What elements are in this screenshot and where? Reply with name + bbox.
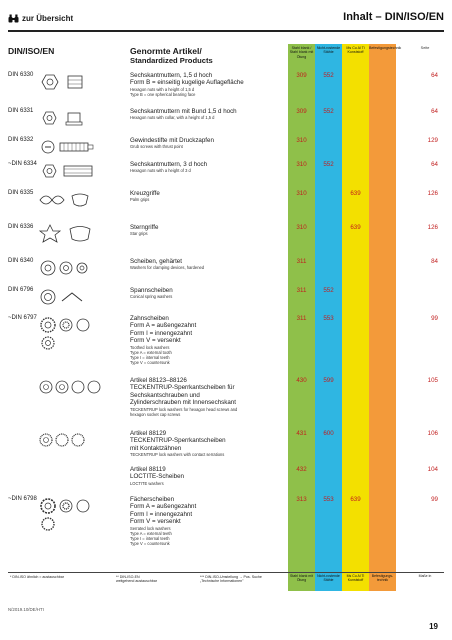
row-desc-en: Type I = internal teeth (130, 354, 170, 360)
row-standard: DIN 6335 (8, 190, 34, 196)
row-description (130, 161, 286, 173)
legend-steel: Stahl blank mit Ölung (288, 573, 315, 591)
row-standard: ~DIN 6334 (8, 161, 37, 167)
row-page-ref[interactable]: 600 (323, 430, 334, 437)
row-page-link[interactable]: 126 (427, 224, 438, 231)
row-page-ref[interactable]: 552 (323, 108, 334, 115)
row-standard: DIN 6331 (8, 108, 34, 114)
binoculars-icon (8, 14, 19, 23)
row-desc-en: Type A = external tooth (130, 349, 172, 355)
row-page-ref[interactable]: 639 (350, 224, 361, 231)
row-desc-de: Kreuzgriffe (130, 190, 160, 197)
row-desc-de: mit Kontaktzähnen (130, 444, 182, 452)
row-page-ref[interactable]: 432 (296, 466, 307, 473)
row-description (130, 496, 286, 546)
row-page-ref[interactable]: 552 (323, 72, 334, 79)
row-desc-de: TECKENTRUP-Sperrkantscheiben für (130, 384, 235, 392)
row-desc-de: Form V = versenkt (130, 518, 181, 526)
washer-icon (36, 258, 116, 278)
row-desc-en: Hexagon nuts with collar, with a height of 1,5 d (130, 115, 215, 121)
legend-nonferrous: Ms Cu Al Ti Kunststoff (342, 573, 369, 591)
row-desc-en: Type V = countersunk (130, 359, 170, 365)
row-page-ref[interactable]: 431 (296, 430, 307, 437)
nut-icon (36, 72, 116, 92)
row-description (130, 108, 286, 120)
row-desc-en: Type I = internal teeth (130, 535, 170, 541)
stargrip-icon (36, 224, 116, 244)
row-page-link[interactable]: 99 (431, 496, 438, 503)
row-desc-de: Sterngriffe (130, 224, 159, 231)
row-description (130, 430, 286, 457)
row-page-link[interactable]: 104 (427, 466, 438, 473)
row-desc-en: Toothed lock washers (130, 344, 170, 350)
top-bar (8, 8, 444, 32)
row-page-ref[interactable]: 553 (323, 496, 334, 503)
row-desc-de: Artikel 88119 (130, 466, 166, 473)
page-number: 19 (429, 622, 438, 631)
row-description (130, 377, 286, 417)
row-page-ref[interactable]: 309 (296, 108, 307, 115)
row-page-link[interactable]: 99 (431, 315, 438, 322)
row-page-ref[interactable]: 430 (296, 377, 307, 384)
column-header-stainless: Nicht-rostende Stähle (316, 46, 341, 55)
section-heading (8, 46, 288, 70)
row-page-ref[interactable]: 553 (323, 315, 334, 322)
row-desc-en: Conical spring washers (130, 294, 173, 300)
longnut-icon (36, 161, 116, 181)
row-page-ref[interactable]: 309 (296, 72, 307, 79)
row-desc-de: Sechskantschrauben und (130, 391, 200, 399)
row-desc-de: Form A = außengezahnt (130, 322, 197, 330)
column-fastening-band (369, 44, 402, 572)
row-description (130, 466, 286, 486)
row-desc-de: TECKENTRUP-Sperrkantscheiben (130, 437, 226, 445)
row-standard: DIN 6796 (8, 287, 34, 293)
crossgrip-icon (36, 190, 116, 210)
row-desc-de: Form V = versenkt (130, 337, 181, 345)
back-link-label: zur Übersicht (22, 14, 74, 23)
page-title: Inhalt – DIN/ISO/EN (343, 11, 444, 23)
row-desc-de: Zylinderschrauben mit Innensechskant (130, 399, 236, 407)
row-page-ref[interactable]: 552 (323, 287, 334, 294)
row-description (130, 258, 286, 270)
row-page-ref[interactable]: 311 (296, 287, 307, 294)
column-nonferrous-band (342, 44, 369, 572)
row-standard: DIN 6340 (8, 258, 34, 264)
row-desc-de: Scheiben, gehärtet (130, 258, 182, 265)
row-desc-en: Grub screws with thrust point (130, 144, 183, 150)
screw-icon (36, 137, 116, 157)
row-standard: ~DIN 6797 (8, 315, 37, 321)
row-description (130, 315, 286, 365)
row-desc-en: Type A = external teeth (130, 530, 172, 536)
row-page-ref[interactable]: 310 (296, 224, 307, 231)
section-title (130, 46, 213, 66)
column-steel-band (288, 44, 315, 572)
row-desc-en: Washers for clamping devices, hardened (130, 265, 205, 271)
row-page-link[interactable]: 84 (431, 258, 438, 265)
column-header-page: Seite (420, 46, 430, 50)
document-code: N/2019.10/DE/HTI (8, 607, 44, 612)
row-page-ref[interactable]: 599 (323, 377, 334, 384)
row-page-ref[interactable]: 639 (350, 496, 361, 503)
column-header-steel: Stahl blank / Stahl blank mit Ölung (289, 46, 314, 59)
footnote-1: * DIN-ISO ähnlich ≈ austauschbar (10, 575, 64, 579)
row-page-ref[interactable]: 313 (296, 496, 307, 503)
row-page-link[interactable]: 105 (427, 377, 438, 384)
lockwasher-icon (36, 377, 116, 397)
row-desc-en: hexagon socket cap screws (130, 411, 181, 417)
row-page-ref[interactable]: 310 (296, 161, 307, 168)
row-page-ref[interactable]: 311 (296, 258, 307, 265)
row-standard: DIN 6330 (8, 72, 34, 78)
row-page-ref[interactable]: 552 (323, 161, 334, 168)
row-page-link[interactable]: 64 (431, 161, 438, 168)
row-desc-de: Zahnscheiben (130, 315, 169, 322)
row-desc-de: Form B = einseitig kugelige Auflagefläche (130, 79, 244, 87)
column-header-fastening: Befestigungstechnik (369, 46, 402, 50)
fanwasher-icon (36, 496, 116, 532)
springwasher-icon (36, 287, 116, 307)
row-desc-de: LOCTITE-Scheiben (130, 473, 184, 481)
row-desc-en: TECKENTRUP lock washers with contact serrations (130, 452, 225, 458)
row-page-link[interactable]: 129 (427, 137, 438, 144)
collarnut-icon (36, 108, 116, 128)
section-title-en: Standardized Products (130, 56, 213, 65)
row-desc-de: Form I = innengezahnt (130, 329, 193, 337)
row-description (130, 287, 286, 299)
legend-fastening: Befestigungs-technik (369, 573, 396, 591)
back-to-overview-link[interactable] (8, 14, 73, 23)
row-description (130, 224, 286, 236)
row-desc-de: Gewindestifte mit Druckzapfen (130, 137, 214, 144)
row-desc-en: Hexagon nuts with a height of 3 d (130, 168, 191, 174)
row-desc-en: Hexagon nuts with a height of 1,5 d (130, 86, 195, 92)
footnote-3: *** DIN-ISO-Umstellung → Pos. Suche „Technische Informationen" (200, 575, 262, 584)
row-desc-de: Sechskantmuttern, 1,5 d hoch (130, 72, 213, 79)
row-standard: ~DIN 6798 (8, 496, 37, 502)
footnote-2: ** DIN-ISO-EN weitgehend austauschbar (116, 575, 157, 584)
toothwasher-icon (36, 315, 116, 351)
row-desc-en: Star grips (130, 231, 148, 237)
row-desc-de: Fächerscheiben (130, 496, 175, 503)
legend-stainless: Nicht-rostende Stähle (315, 573, 342, 591)
row-page-link[interactable]: 106 (427, 430, 438, 437)
column-stainless-band (315, 44, 342, 572)
row-desc-de: Form A = außengezahnt (130, 503, 197, 511)
row-desc-en: TECKENTRUP lock washers for hexagon head screws and (130, 406, 238, 412)
row-desc-en: Type B = one spherical bearing face (130, 91, 196, 97)
section-standard-label: DIN/ISO/EN (8, 46, 55, 56)
row-desc-en: Type V = countersunk (130, 540, 170, 546)
row-page-ref[interactable]: 310 (296, 137, 307, 144)
row-description (130, 72, 286, 97)
column-header-nonferrous: Ms Cu Al Ti Kunststoff (346, 46, 365, 55)
row-page-ref[interactable]: 639 (350, 190, 361, 197)
row-desc-en: Palm grips (130, 197, 150, 203)
row-standard: DIN 6332 (8, 137, 34, 143)
row-desc-en: Serrated lock washers (130, 525, 171, 531)
row-page-link[interactable]: 64 (431, 72, 438, 79)
row-page-ref[interactable]: 310 (296, 190, 307, 197)
row-desc-de: Sechskantmuttern, 3 d hoch (130, 161, 208, 168)
row-desc-en: LOCTITE washers (130, 480, 164, 486)
row-page-link[interactable]: 126 (427, 190, 438, 197)
row-desc-de: Sechskantmuttern mit Bund 1,5 d hoch (130, 108, 237, 115)
row-description (130, 137, 286, 149)
legend-page: Maße in (418, 574, 432, 578)
row-page-ref[interactable]: 311 (296, 315, 307, 322)
contactwasher-icon (36, 430, 116, 450)
row-description (130, 190, 286, 202)
row-desc-de: Form I = innengezahnt (130, 510, 193, 518)
row-desc-de: Spannscheiben (130, 287, 173, 294)
row-desc-de: Artikel 88123–88126 (130, 377, 187, 384)
row-desc-de: Artikel 88129 (130, 430, 167, 437)
section-title-de: Genormte Artikel/ (130, 46, 202, 56)
row-standard: DIN 6336 (8, 224, 34, 230)
row-page-link[interactable]: 64 (431, 108, 438, 115)
